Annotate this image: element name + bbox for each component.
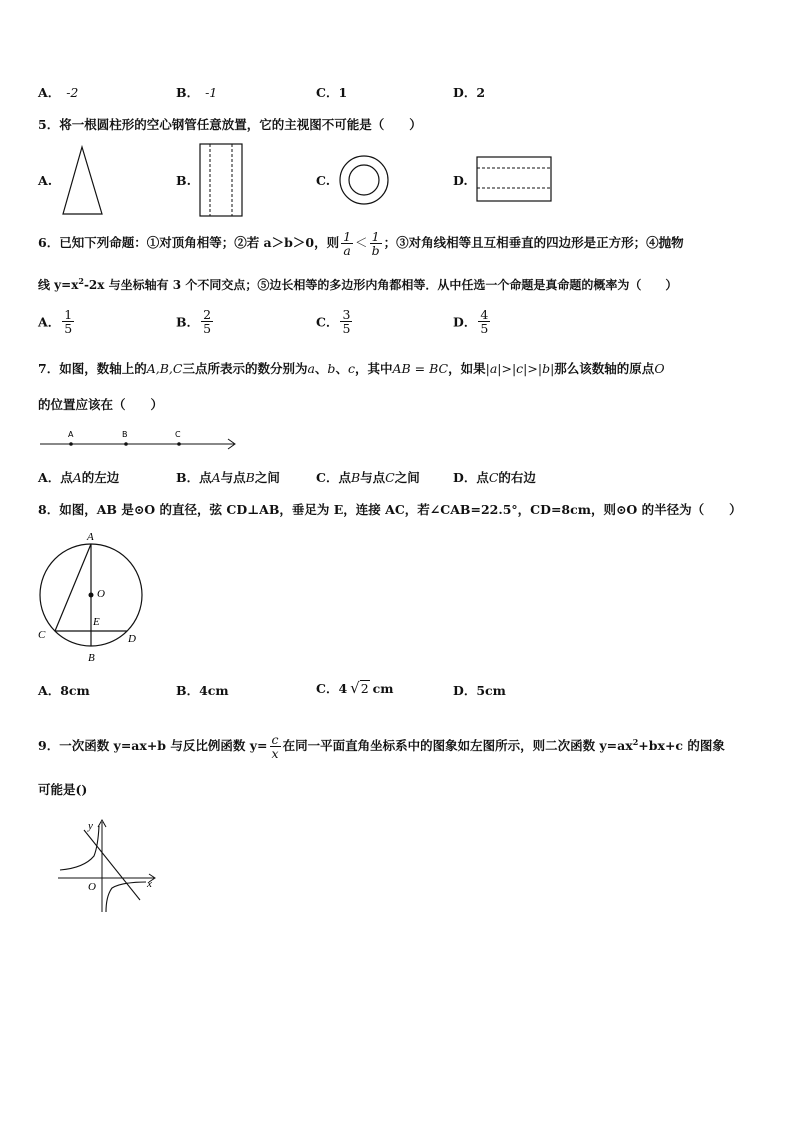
- label-d: D: [128, 633, 136, 645]
- label-c: C: [38, 629, 46, 641]
- q7-option-a: A．点A的左边: [38, 470, 120, 485]
- q4-option-d: D．2: [453, 85, 486, 100]
- q8-option-b: B．4cm: [176, 683, 229, 698]
- q7-option-d: D．点C的右边: [453, 470, 536, 485]
- axis-label-a: A: [68, 430, 74, 439]
- q5-stem: 5．将一根圆柱形的空心钢管任意放置，它的主视图不可能是（ ）: [38, 117, 422, 132]
- q6-line-1: 6．已知下列命题：①对顶角相等；②若 a＞b＞0，则 $\frac{1}{a}$ ＜ $\frac{1}{b}$ ；③对角线相等且互相垂直的四边形是正方形；④抛物: [38, 228, 684, 258]
- graph-label-origin: O: [88, 881, 96, 893]
- label-a: A: [87, 531, 94, 543]
- q5-rectangle-dashed-horizontal-figure: [474, 155, 554, 205]
- q6-option-b: B． $\frac{2}{5}$: [176, 307, 212, 337]
- fraction-1-over-a: $\frac{1}{a}$: [343, 228, 352, 258]
- axis-label-c: C: [175, 430, 181, 439]
- label-o: O: [97, 588, 105, 600]
- q4-option-a: A． -2: [38, 85, 79, 100]
- q5-option-b-label: B.: [176, 173, 191, 188]
- q6-line-2: 线 $y=x^2-2x$ 与坐标轴有 3 个不同交点；⑤边长相等的多边形内角都相等．从中任选一个命题是真命题的概率为（ ）: [38, 276, 678, 292]
- q8-option-d: D．5cm: [453, 683, 506, 698]
- q8-circle-figure: [34, 527, 146, 667]
- sqrt-sign: √: [350, 679, 360, 697]
- q7-number-line: [38, 426, 242, 452]
- q8-option-c: C．4 √2 cm: [316, 679, 394, 697]
- fraction-1-over-b: $\frac{1}{b}$: [371, 228, 380, 258]
- q7-option-c: C．点B与点C之间: [316, 470, 420, 485]
- q7-option-b: B．点A与点B之间: [176, 470, 280, 485]
- q6-option-d: D． $\frac{4}{5}$: [453, 307, 489, 337]
- q5-option-a-label: A.: [38, 173, 53, 188]
- graph-label-x: x: [147, 878, 152, 890]
- q6-option-a: A． $\frac{1}{5}$: [38, 307, 73, 337]
- q8-stem: 8．如图，AB 是⊙O 的直径，弦 CD⊥AB，垂足为 E，连接 AC，若∠CAB=22.5°，CD=8cm，则⊙O 的半径为（ ）: [38, 502, 742, 517]
- axis-label-b: B: [122, 430, 128, 439]
- q8-option-a: A．8cm: [38, 683, 90, 698]
- q4-option-c: C．1: [316, 85, 348, 100]
- q9-line-1: 9．一次函数 y=ax+b 与反比例函数 y= $\frac{c}{x}$ 在同一平面直角坐标系中的图象如左图所示，则二次函数 $y=ax^2+bx+c$ 的图象: [38, 732, 725, 762]
- q6-option-c: C． $\frac{3}{5}$: [316, 307, 351, 337]
- q4-option-b: B． -1: [176, 85, 218, 100]
- q5-option-c-label: C.: [316, 173, 331, 188]
- graph-label-y: y: [88, 820, 93, 832]
- label-e: E: [93, 616, 100, 628]
- fraction-c-over-x: $\frac{c}{x}$: [271, 732, 279, 762]
- q7-line-1: 7．如图，数轴上的A,B,C三点所表示的数分别为a、b、c，其中AB = BC，如果|a|>|c|>|b|那么该数轴的原点O: [38, 361, 665, 376]
- q9-function-graph: [54, 816, 162, 916]
- q9-line-2: 可能是(): [38, 782, 88, 797]
- q5-triangle-figure: [60, 145, 106, 217]
- q5-rectangle-dashed-vertical-figure: [198, 142, 246, 218]
- q7-line-2: 的位置应该在（ ）: [38, 397, 164, 412]
- q5-option-d-label: D.: [453, 173, 468, 188]
- q5-annulus-figure: [337, 153, 391, 207]
- label-b: B: [88, 652, 95, 664]
